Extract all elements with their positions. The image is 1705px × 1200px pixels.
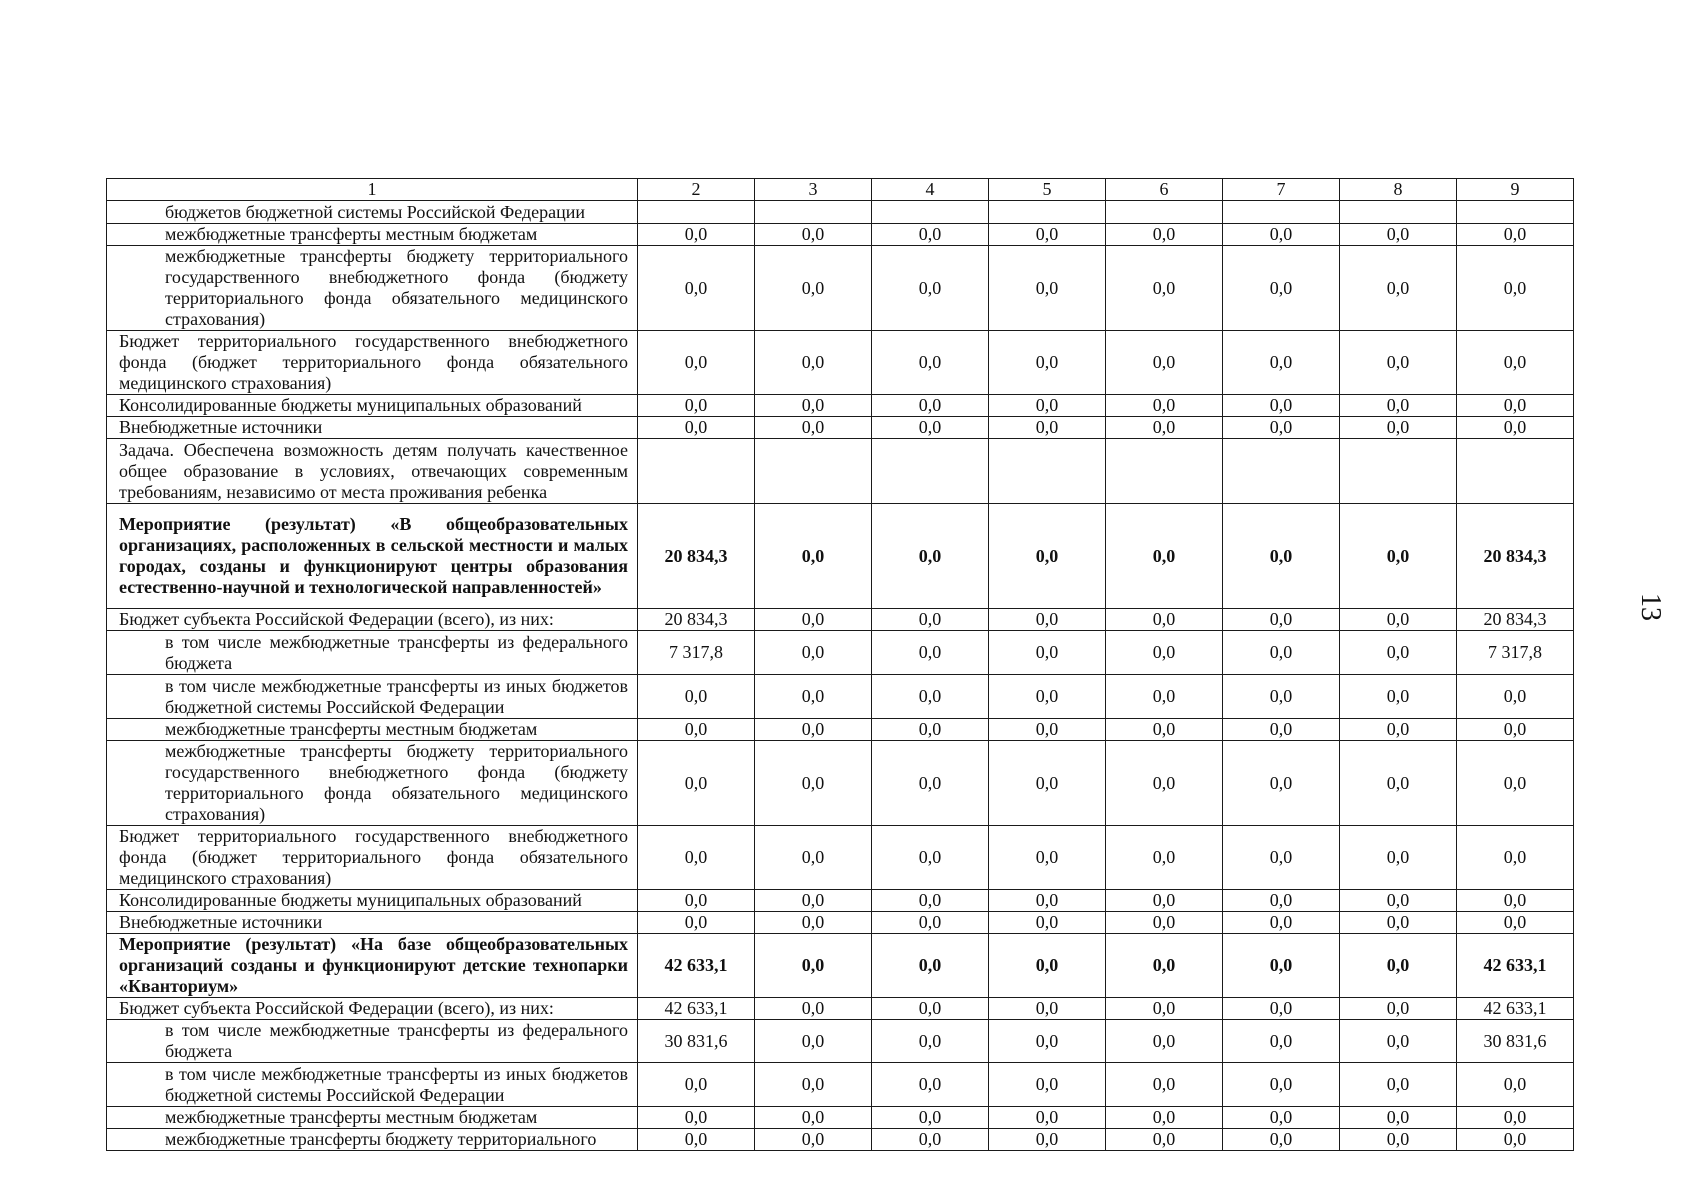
value-cell: 0,0 [872,719,989,741]
value-cell [1106,439,1223,504]
value-cell: 0,0 [989,1107,1106,1129]
value-cell: 0,0 [755,890,872,912]
value-cell: 0,0 [989,719,1106,741]
row-label: бюджетов бюджетной системы Российской Федерации [107,201,638,224]
row-label: в том числе межбюджетные трансферты из иных бюджетов бюджетной системы Российской Федерации [107,1063,638,1107]
value-cell [1457,201,1574,224]
value-cell: 7 317,8 [638,631,755,675]
value-cell: 0,0 [1106,934,1223,998]
value-cell: 0,0 [1223,998,1340,1020]
value-cell: 0,0 [872,1107,989,1129]
value-cell: 0,0 [755,395,872,417]
value-cell: 0,0 [1340,890,1457,912]
value-cell: 0,0 [989,1129,1106,1151]
value-cell: 0,0 [1106,826,1223,890]
value-cell: 0,0 [1223,1129,1340,1151]
value-cell: 30 831,6 [1457,1020,1574,1063]
value-cell: 0,0 [989,224,1106,246]
value-cell: 0,0 [638,1107,755,1129]
value-cell: 0,0 [755,246,872,331]
value-cell: 0,0 [1106,1063,1223,1107]
value-cell: 20 834,3 [1457,609,1574,631]
value-cell: 0,0 [1340,1107,1457,1129]
table-row [107,998,1574,1020]
value-cell: 0,0 [1340,934,1457,998]
value-cell: 0,0 [1457,1107,1574,1129]
value-cell: 0,0 [755,331,872,395]
value-cell [989,201,1106,224]
value-cell: 0,0 [638,224,755,246]
column-header: 6 [1106,179,1223,201]
value-cell: 0,0 [989,675,1106,719]
value-cell: 0,0 [755,224,872,246]
value-cell: 0,0 [1106,1020,1223,1063]
row-label: межбюджетные трансферты местным бюджетам [107,1107,638,1129]
value-cell: 0,0 [1457,890,1574,912]
value-cell: 42 633,1 [1457,934,1574,998]
row-label: межбюджетные трансферты местным бюджетам [107,719,638,741]
value-cell: 0,0 [1340,609,1457,631]
value-cell: 0,0 [989,741,1106,826]
value-cell: 0,0 [755,1129,872,1151]
value-cell: 0,0 [638,826,755,890]
value-cell: 0,0 [1106,1107,1223,1129]
value-cell: 0,0 [1223,826,1340,890]
value-cell: 0,0 [1340,631,1457,675]
value-cell: 0,0 [1457,395,1574,417]
value-cell: 0,0 [1106,675,1223,719]
value-cell: 0,0 [872,246,989,331]
value-cell: 0,0 [1106,224,1223,246]
value-cell: 0,0 [989,934,1106,998]
column-header: 5 [989,179,1106,201]
value-cell: 0,0 [1106,417,1223,439]
value-cell: 0,0 [1223,504,1340,609]
value-cell: 0,0 [1223,890,1340,912]
value-cell: 0,0 [1223,1020,1340,1063]
value-cell: 0,0 [1340,331,1457,395]
value-cell: 0,0 [755,1107,872,1129]
value-cell: 0,0 [1223,934,1340,998]
table-row [107,439,1574,504]
column-header: 4 [872,179,989,201]
value-cell: 0,0 [1106,1129,1223,1151]
value-cell: 0,0 [1223,719,1340,741]
value-cell: 0,0 [638,912,755,934]
value-cell: 0,0 [872,395,989,417]
value-cell: 0,0 [1223,246,1340,331]
value-cell: 20 834,3 [638,609,755,631]
value-cell: 0,0 [872,826,989,890]
column-header: 3 [755,179,872,201]
table-row [107,719,1574,741]
value-cell: 0,0 [638,890,755,912]
value-cell: 0,0 [1223,741,1340,826]
row-label: Консолидированные бюджеты муниципальных образований [107,395,638,417]
value-cell [638,201,755,224]
value-cell: 42 633,1 [1457,998,1574,1020]
value-cell: 0,0 [872,631,989,675]
value-cell: 0,0 [1223,331,1340,395]
value-cell: 0,0 [872,912,989,934]
value-cell: 0,0 [755,504,872,609]
value-cell: 0,0 [1340,1129,1457,1151]
value-cell: 0,0 [872,890,989,912]
value-cell: 0,0 [1106,631,1223,675]
table-row [107,934,1574,998]
value-cell: 42 633,1 [638,934,755,998]
value-cell: 0,0 [1457,912,1574,934]
value-cell: 0,0 [1340,224,1457,246]
value-cell: 0,0 [872,934,989,998]
row-label: межбюджетные трансферты бюджету территориального государственного внебюджетного фонда (бюджету территориального фонда обязательного медицинского страхования) [107,741,638,826]
value-cell: 0,0 [1106,719,1223,741]
value-cell: 0,0 [872,1129,989,1151]
value-cell: 0,0 [1340,395,1457,417]
value-cell: 20 834,3 [638,504,755,609]
value-cell: 0,0 [1340,998,1457,1020]
value-cell: 0,0 [638,246,755,331]
value-cell: 0,0 [755,1020,872,1063]
value-cell: 0,0 [1340,417,1457,439]
value-cell: 0,0 [1106,998,1223,1020]
value-cell: 0,0 [989,1063,1106,1107]
row-label: Бюджет субъекта Российской Федерации (всего), из них: [107,998,638,1020]
column-header: 9 [1457,179,1574,201]
value-cell: 0,0 [872,675,989,719]
value-cell: 0,0 [1223,609,1340,631]
task-label: Задача. Обеспечена возможность детям получать качественное общее образование в условиях, отвечающих современным требованиям, независимо от места проживания ребенка [107,439,638,504]
value-cell: 0,0 [1223,912,1340,934]
value-cell [1457,439,1574,504]
row-label: межбюджетные трансферты местным бюджетам [107,224,638,246]
table-row [107,890,1574,912]
table-row [107,1020,1574,1063]
value-cell: 0,0 [1223,1107,1340,1129]
column-header: 1 [107,179,638,201]
table-row [107,201,1574,224]
budget-table [106,178,1574,1151]
value-cell [755,201,872,224]
value-cell [1223,201,1340,224]
table-row [107,675,1574,719]
table-row [107,1129,1574,1151]
value-cell: 0,0 [638,1129,755,1151]
value-cell: 0,0 [755,631,872,675]
value-cell: 0,0 [1223,395,1340,417]
measure-label: Мероприятие (результат) «На базе общеобразовательных организаций созданы и функционируют детские технопарки «Кванториум» [107,934,638,998]
value-cell: 0,0 [1457,1129,1574,1151]
value-cell: 0,0 [989,890,1106,912]
value-cell: 0,0 [872,609,989,631]
value-cell: 0,0 [1340,1020,1457,1063]
value-cell: 0,0 [755,609,872,631]
value-cell [1223,439,1340,504]
table-row [107,631,1574,675]
value-cell: 0,0 [1340,719,1457,741]
value-cell: 0,0 [989,395,1106,417]
value-cell: 0,0 [755,1063,872,1107]
value-cell: 0,0 [989,417,1106,439]
value-cell: 0,0 [989,826,1106,890]
value-cell: 0,0 [755,912,872,934]
value-cell: 0,0 [989,912,1106,934]
value-cell [755,439,872,504]
value-cell: 0,0 [755,675,872,719]
value-cell: 0,0 [1106,504,1223,609]
table-row [107,1063,1574,1107]
value-cell: 0,0 [638,1063,755,1107]
value-cell: 0,0 [1340,912,1457,934]
value-cell: 0,0 [638,741,755,826]
value-cell [872,201,989,224]
value-cell: 0,0 [872,1020,989,1063]
value-cell [638,439,755,504]
value-cell: 0,0 [638,719,755,741]
table-row [107,1107,1574,1129]
value-cell: 0,0 [1457,719,1574,741]
value-cell: 0,0 [1340,1063,1457,1107]
value-cell: 0,0 [989,504,1106,609]
value-cell: 0,0 [872,224,989,246]
value-cell: 0,0 [1223,417,1340,439]
value-cell: 0,0 [872,417,989,439]
table-row [107,504,1574,609]
value-cell: 0,0 [1457,826,1574,890]
value-cell: 0,0 [1457,675,1574,719]
row-label: межбюджетные трансферты бюджету территориального [107,1129,638,1151]
value-cell: 0,0 [638,331,755,395]
value-cell: 0,0 [1106,741,1223,826]
column-header: 7 [1223,179,1340,201]
value-cell: 0,0 [1106,331,1223,395]
value-cell [989,439,1106,504]
value-cell: 0,0 [638,417,755,439]
value-cell: 0,0 [755,741,872,826]
value-cell: 7 317,8 [1457,631,1574,675]
value-cell [872,439,989,504]
value-cell: 0,0 [638,395,755,417]
value-cell: 0,0 [1106,609,1223,631]
row-label: в том числе межбюджетные трансферты из иных бюджетов бюджетной системы Российской Федерации [107,675,638,719]
value-cell: 20 834,3 [1457,504,1574,609]
table-row [107,246,1574,331]
row-label: Бюджет территориального государственного внебюджетного фонда (бюджет территориального фонда обязательного медицинского страхования) [107,331,638,395]
value-cell: 0,0 [1457,1063,1574,1107]
value-cell: 0,0 [638,675,755,719]
value-cell: 0,0 [1106,912,1223,934]
value-cell: 0,0 [1340,741,1457,826]
value-cell [1106,201,1223,224]
row-label: межбюджетные трансферты бюджету территориального государственного внебюджетного фонда (бюджету территориального фонда обязательного медицинского страхования) [107,246,638,331]
value-cell [1340,201,1457,224]
value-cell: 0,0 [755,826,872,890]
value-cell: 0,0 [872,741,989,826]
value-cell: 0,0 [989,609,1106,631]
value-cell: 0,0 [1340,675,1457,719]
value-cell [1340,439,1457,504]
value-cell: 0,0 [755,998,872,1020]
table-row [107,609,1574,631]
value-cell: 0,0 [755,934,872,998]
table-row [107,417,1574,439]
row-label: в том числе межбюджетные трансферты из федерального бюджета [107,1020,638,1063]
value-cell: 0,0 [989,631,1106,675]
value-cell: 0,0 [989,331,1106,395]
value-cell: 0,0 [872,998,989,1020]
table-row [107,826,1574,890]
value-cell: 0,0 [755,417,872,439]
row-label: в том числе межбюджетные трансферты из федерального бюджета [107,631,638,675]
value-cell: 0,0 [872,504,989,609]
value-cell: 30 831,6 [638,1020,755,1063]
table-row [107,224,1574,246]
row-label: Бюджет субъекта Российской Федерации (всего), из них: [107,609,638,631]
value-cell: 0,0 [1340,504,1457,609]
row-label: Консолидированные бюджеты муниципальных образований [107,890,638,912]
value-cell: 42 633,1 [638,998,755,1020]
table-row [107,395,1574,417]
column-header: 8 [1340,179,1457,201]
value-cell: 0,0 [872,331,989,395]
row-label: Внебюджетные источники [107,912,638,934]
page-number: 13 [1635,593,1666,621]
table-row [107,912,1574,934]
value-cell: 0,0 [755,719,872,741]
value-cell: 0,0 [1340,826,1457,890]
value-cell: 0,0 [1457,331,1574,395]
value-cell: 0,0 [1106,246,1223,331]
value-cell: 0,0 [989,998,1106,1020]
table-row [107,741,1574,826]
value-cell: 0,0 [1340,246,1457,331]
value-cell: 0,0 [1106,395,1223,417]
value-cell: 0,0 [1223,1063,1340,1107]
row-label: Бюджет территориального государственного внебюджетного фонда (бюджет территориального фонда обязательного медицинского страхования) [107,826,638,890]
value-cell: 0,0 [1223,224,1340,246]
value-cell: 0,0 [1457,417,1574,439]
value-cell: 0,0 [989,246,1106,331]
column-header: 2 [638,179,755,201]
header-row [107,179,1574,201]
measure-label: Мероприятие (результат) «В общеобразовательных организациях, расположенных в сельской местности и малых городах, созданы и функционируют центры образования естественно-научной и технологической направленностей» [107,504,638,609]
value-cell: 0,0 [1223,631,1340,675]
value-cell: 0,0 [1106,890,1223,912]
value-cell: 0,0 [1457,741,1574,826]
value-cell: 0,0 [1223,675,1340,719]
table-row [107,331,1574,395]
row-label: Внебюджетные источники [107,417,638,439]
value-cell: 0,0 [1457,224,1574,246]
value-cell: 0,0 [1457,246,1574,331]
value-cell: 0,0 [989,1020,1106,1063]
value-cell: 0,0 [872,1063,989,1107]
